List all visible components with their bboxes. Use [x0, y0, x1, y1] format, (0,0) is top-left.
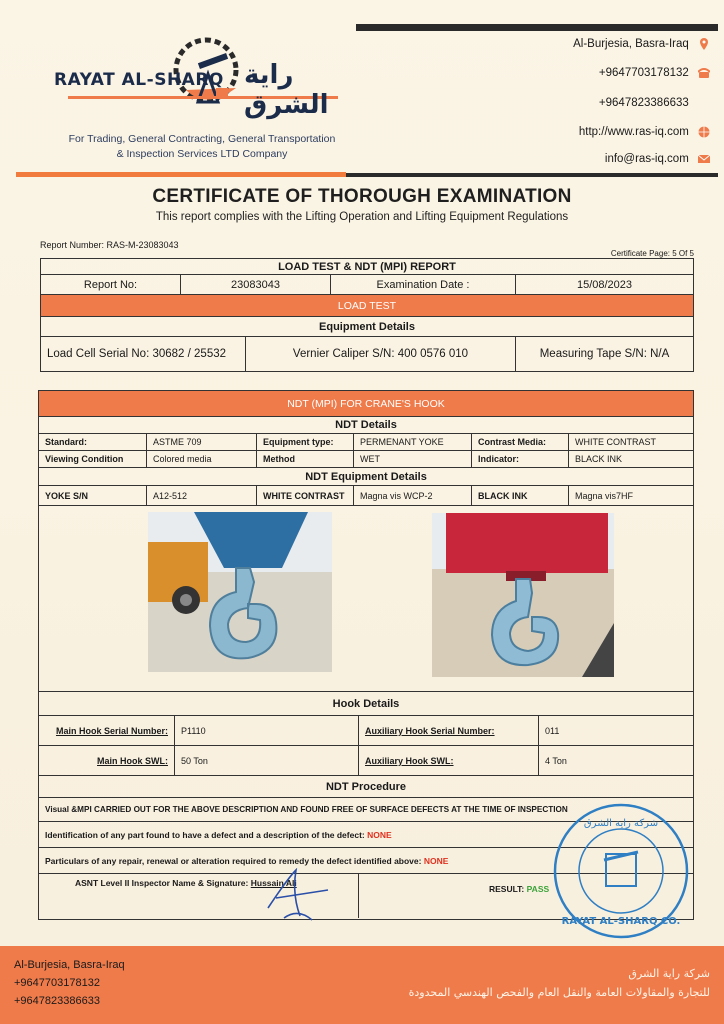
- contact-phone1-text: +9647703178132: [598, 67, 689, 80]
- company-stamp: [546, 796, 696, 946]
- hook-details-title: Hook Details: [332, 697, 400, 710]
- location-pin-icon: [698, 38, 710, 50]
- hook-photo-auxiliary: [432, 513, 614, 677]
- footer-contacts: [14, 956, 125, 1010]
- black-ink-value: Magna vis7HF: [575, 490, 634, 501]
- method-label: Method: [257, 451, 354, 467]
- equipment-type-label: Equipment type:: [257, 434, 354, 450]
- hook-photo-main: [148, 512, 332, 672]
- exam-date-value: 15/08/2023: [576, 278, 633, 291]
- footer-address: Al-Burjesia, Basra-Iraq: [14, 959, 125, 971]
- measuring-tape-serial: Measuring Tape S/N: N/A: [539, 348, 670, 360]
- certificate-title: CERTIFICATE OF THOROUGH EXAMINATION: [152, 186, 572, 207]
- contact-email-text: info@ras-iq.com: [604, 153, 689, 166]
- yoke-sn-label: YOKE S/N: [39, 486, 147, 505]
- white-contrast-label: WHITE CONTRAST: [257, 486, 354, 505]
- standard-value: ASTME 709: [147, 434, 257, 450]
- inspector-name: Hussain Ali: [250, 878, 297, 888]
- repair-particulars-value: NONE: [423, 855, 449, 866]
- method-value: WET: [354, 451, 472, 467]
- aux-hook-serial-value: 011: [545, 725, 560, 736]
- contact-address-text: Al-Burjesia, Basra-Iraq: [573, 38, 689, 51]
- envelope-icon: [698, 153, 710, 165]
- indicator-value: BLACK INK: [575, 454, 623, 464]
- contact-phone2-text: +9647823386633: [598, 97, 689, 110]
- repair-particulars-label: Particulars of any repair, renewal or alteration required to remedy the defect identified above:: [45, 855, 422, 866]
- contact-address: [490, 38, 710, 50]
- company-logo: [48, 30, 358, 122]
- ndt-equipment-details-title: NDT Equipment Details: [305, 470, 427, 483]
- main-hook-serial-label: Main Hook Serial Number:: [39, 716, 175, 745]
- load-test-band: LOAD TEST: [41, 295, 693, 316]
- footer-arabic: [409, 964, 710, 1002]
- standard-label: Standard:: [39, 434, 147, 450]
- report-no-value: 23083043: [181, 275, 331, 294]
- globe-icon: [698, 126, 710, 138]
- main-hook-serial-value: P1110: [175, 716, 359, 745]
- yoke-sn-value: A12-512: [147, 486, 257, 505]
- ndt-procedure-title: NDT Procedure: [325, 780, 407, 793]
- inspector-label: ASNT Level II Inspector Name & Signature:: [75, 878, 249, 888]
- company-desc-line1: For Trading, General Contracting, General Transportation: [68, 133, 336, 145]
- contact-email: [490, 153, 710, 165]
- footer-arabic-line2: للتجارة والمقاولات العامة والنقل العام والفحص الهندسي المحدودة: [408, 986, 710, 999]
- defect-identification-value: NONE: [367, 829, 392, 840]
- contact-website: [490, 126, 710, 138]
- contact-phone2: [490, 97, 710, 109]
- footer-phone1: +9647703178132: [14, 977, 100, 989]
- load-test-table: [40, 258, 694, 372]
- footer-phone2: +9647823386633: [14, 995, 100, 1007]
- inspector-signature: [262, 868, 332, 924]
- aux-hook-serial-label: Auxiliary Hook Serial Number:: [359, 716, 539, 745]
- result-label: RESULT:: [489, 884, 525, 894]
- procedure-statement: Visual &MPI CARRIED OUT FOR THE ABOVE DESCRIPTION AND FOUND FREE OF SURFACE DEFECTS AT THE TIME OF INSPECTION: [45, 805, 568, 814]
- header-dark-rule-2: [346, 173, 718, 177]
- footer-arabic-line1: شركة راية الشرق: [628, 967, 710, 980]
- contact-phone1: [490, 67, 710, 79]
- load-cell-serial: Load Cell Serial No: 30682 / 25532: [41, 337, 246, 371]
- phone-icon: [698, 67, 710, 79]
- main-hook-swl-label: Main Hook SWL:: [39, 746, 175, 775]
- contrast-media-label: Contrast Media:: [472, 434, 569, 450]
- vernier-caliper-serial: Vernier Caliper S/N: 400 0576 010: [246, 337, 516, 371]
- footer-band: [0, 946, 724, 1024]
- viewing-condition-value: Colored media: [147, 451, 257, 467]
- company-desc-line2: & Inspection Services LTD Company: [116, 148, 288, 160]
- defect-identification-label: Identification of any part found to have a defect and a description of the defect:: [45, 829, 365, 840]
- white-contrast-value: Magna vis WCP-2: [354, 486, 472, 505]
- header-orange-rule: [16, 172, 346, 177]
- aux-hook-swl-label: Auxiliary Hook SWL:: [359, 746, 539, 775]
- brand-name-ar: راية الشرق: [244, 60, 329, 120]
- indicator-label: Indicator:: [472, 451, 569, 467]
- company-description: [52, 132, 352, 162]
- certificate-subtitle: This report complies with the Lifting Operation and Lifting Equipment Regulations: [155, 211, 569, 223]
- brand-name-en: RAYAT AL-SHARQ: [54, 70, 224, 90]
- ndt-band: NDT (MPI) FOR CRANE'S HOOK: [39, 391, 693, 416]
- report-no-label: Report No:: [41, 275, 181, 294]
- load-test-section-title: LOAD TEST & NDT (MPI) REPORT: [278, 260, 456, 273]
- certificate-page-number: Certificate Page: 5 Of 5: [610, 249, 694, 258]
- exam-date-label: Examination Date :: [331, 275, 516, 294]
- result-value: PASS: [526, 884, 550, 894]
- equipment-details-title: Equipment Details: [319, 320, 415, 333]
- stamp-text-ar: شركة راية الشرق: [583, 818, 659, 829]
- report-number: Report Number: RAS-M-23083043: [40, 240, 179, 250]
- equipment-type-value: PERMENANT YOKE: [354, 434, 472, 450]
- viewing-condition-label: Viewing Condition: [39, 451, 147, 467]
- main-hook-swl-value: 50 Ton: [175, 746, 359, 775]
- ndt-details-title: NDT Details: [335, 419, 397, 431]
- contrast-media-value: WHITE CONTRAST: [575, 437, 656, 447]
- black-ink-label: BLACK INK: [472, 486, 569, 505]
- stamp-text: RAYAT AL-SHARQ CO.: [561, 916, 681, 927]
- header-dark-rule: [356, 24, 718, 31]
- contact-website-text: http://www.ras-iq.com: [578, 126, 689, 139]
- aux-hook-swl-value: 4 Ton: [545, 755, 567, 766]
